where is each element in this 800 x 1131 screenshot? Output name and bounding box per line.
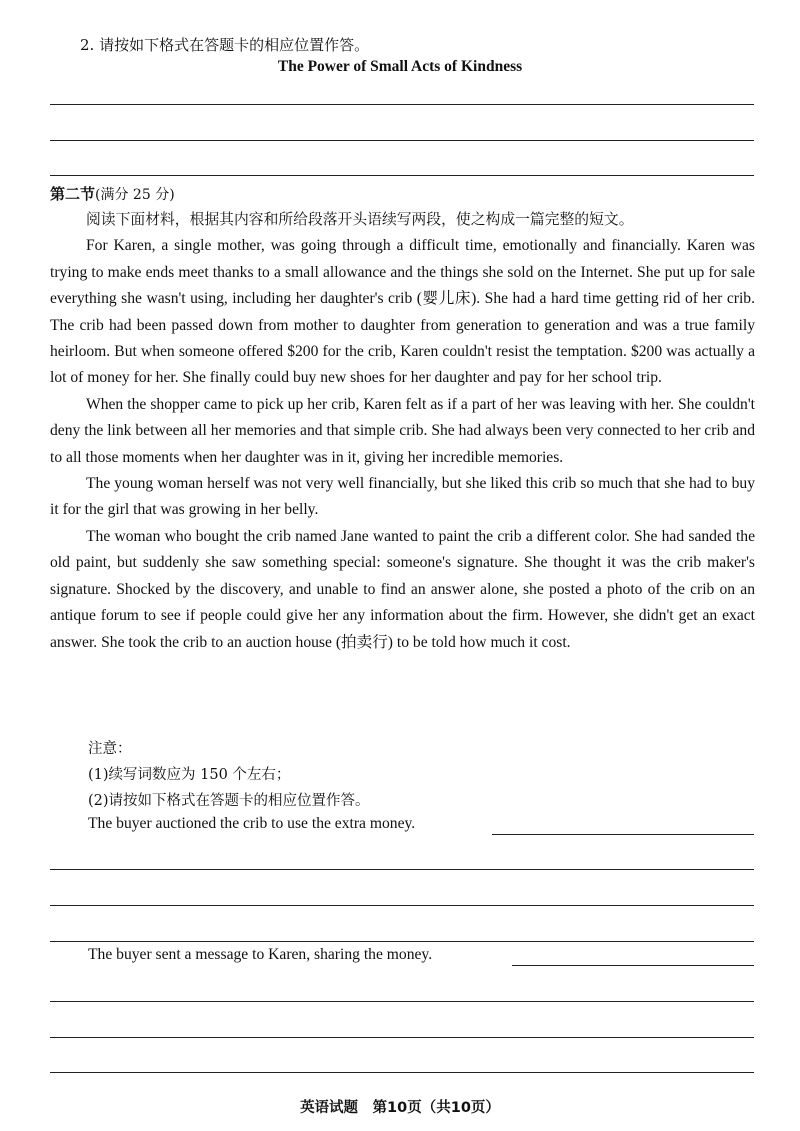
- passage-paragraph: The young woman herself was not very well financially, but she liked this crib so much that she had to buy it for the girl that was growing in her belly.: [50, 475, 755, 519]
- essay-title: The Power of Small Acts of Kindness: [277, 58, 523, 75]
- answer-line: [512, 965, 754, 966]
- answer-line: [50, 1001, 754, 1002]
- answer-line: [50, 175, 754, 176]
- answer-line: [50, 905, 754, 906]
- paragraph-starter-2: The buyer sent a message to Karen, sharing the money.: [88, 946, 433, 963]
- answer-line: [492, 834, 754, 835]
- writing-instruction: 2. 请按如下格式在答题卡的相应位置作答。: [80, 36, 370, 54]
- directions: 阅读下面材料，根据其内容和所给段落开头语续写两段，使之构成一篇完整的短文。: [86, 211, 634, 228]
- section-heading: [50, 181, 175, 209]
- answer-line: [50, 140, 754, 141]
- section-title: 第二节: [50, 185, 96, 203]
- answer-line: [50, 1072, 754, 1073]
- notes-label: 注意：: [88, 741, 132, 757]
- answer-line: [50, 941, 754, 942]
- passage-paragraph: When the shopper came to pick up her crib, Karen felt as if a part of her was leaving with her. She couldn't deny the link between all her memories and that simple crib. She had always been very connected to her crib and to all those moments when her daughter was in it, giving her incredible memories.: [50, 395, 755, 466]
- paragraph-starter-1: The buyer auctioned the crib to use the extra money.: [88, 815, 416, 832]
- passage-paragraph: For Karen, a single mother, was going through a difficult time, emotionally and financially. Karen was trying to make ends meet thanks to a small allowance and the things she sold on the Internet. She put up for sale everything she wasn't using, including her daughter's crib (婴儿床). She had a hard time getting rid of her crib. The crib had been passed down from mother to daughter from generation to generation and was a true family heirloom. But when someone offered $200 for the crib, Karen couldn't resist the temptation. $200 was actually a lot of money for her. She finally could buy new shoes for her daughter and pay for her school trip.: [50, 237, 755, 387]
- passage-paragraph: The woman who bought the crib named Jane wanted to paint the crib a different color. She had sanded the old paint, but suddenly she saw something special: someone's signature. She thought it was the crib maker's signature. Shocked by the discovery, and unable to find an answer alone, she posted a photo of the crib on an antique forum to see if people could give her any information about the firm. However, she didn't get an exact answer. She took the crib to an auction house (拍卖行) to be told how much it cost.: [50, 527, 755, 651]
- note-item-2: (2)请按如下格式在答题卡的相应位置作答。: [88, 793, 370, 809]
- answer-line: [50, 869, 754, 870]
- reading-passage: [50, 207, 755, 656]
- answer-line: [50, 104, 754, 105]
- answer-line: [50, 1037, 754, 1038]
- page-footer: 英语试题 第10页（共10页）: [300, 1100, 500, 1116]
- note-item-1: (1)续写词数应为 150 个左右；: [88, 767, 291, 783]
- section-points: (满分 25 分): [95, 187, 175, 203]
